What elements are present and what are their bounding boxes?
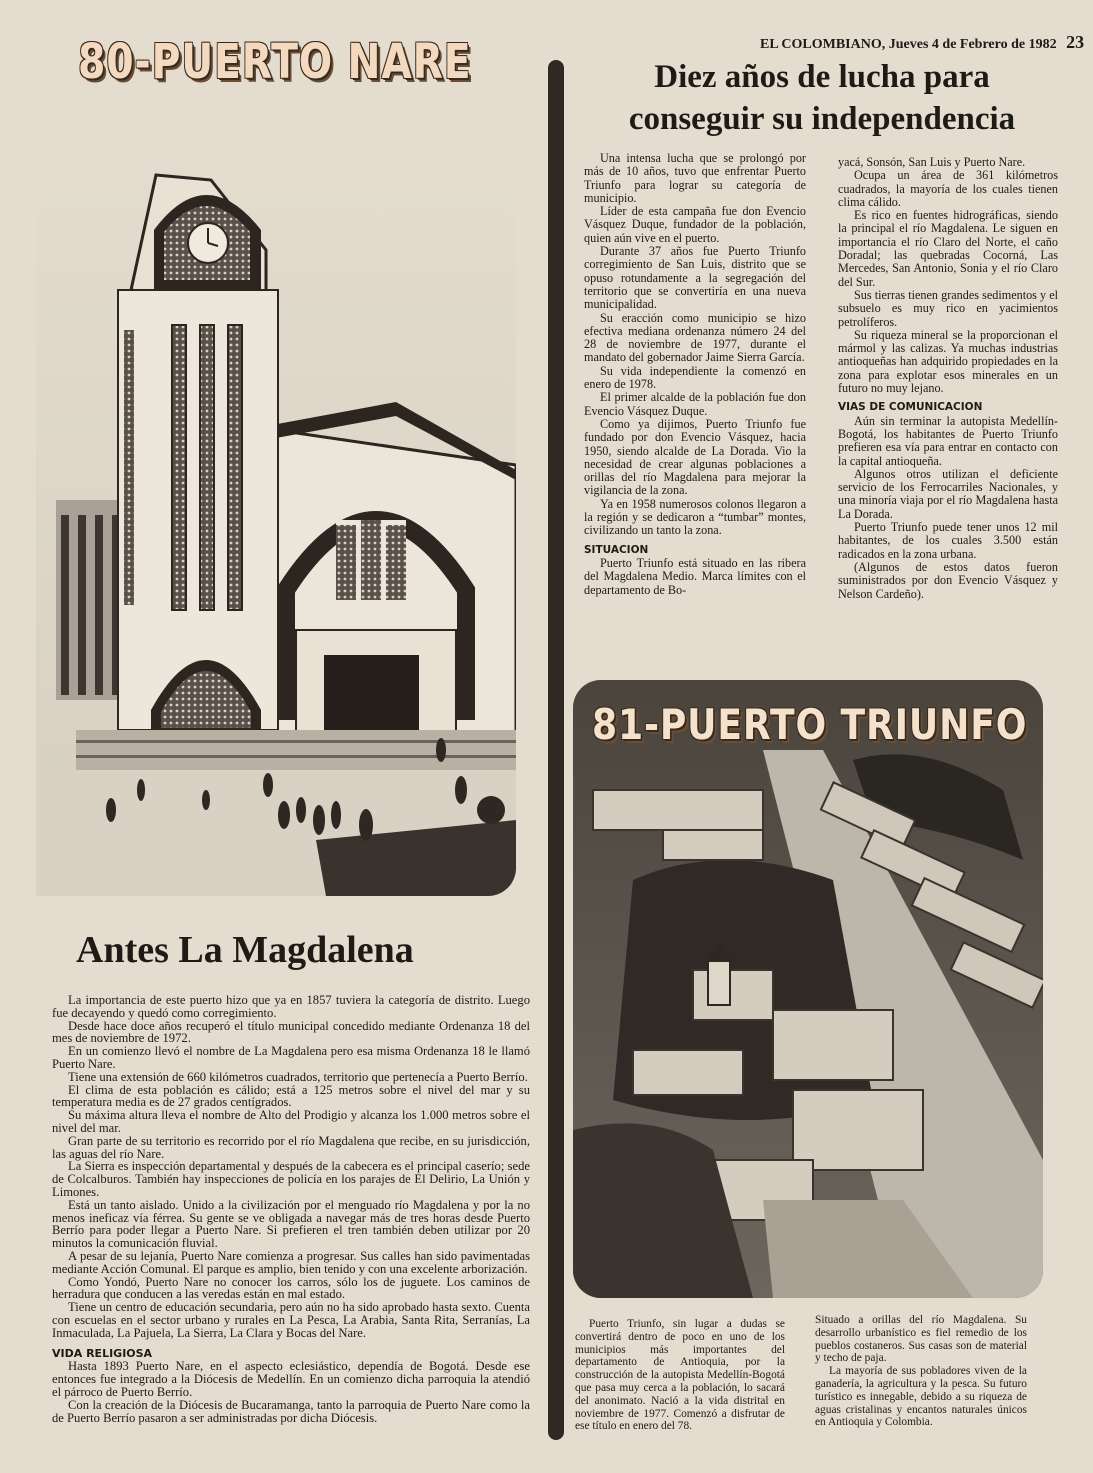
paragraph: Está un tanto aislado. Unido a la civilización por el menguado río Magdalena y por la no menos ineficaz vía férrea. Su gente se ve obligada a navegar más de tres horas desde Puerto Berrío para poder llegar a Puerto Nare. Si prefieren el tren también deben utilizar por 20 minutos la comunicación fluvial. [52, 1197, 530, 1251]
article-column-2 [838, 156, 1058, 601]
paragraph: Algunos otros utilizan el deficiente servicio de los Ferrocarriles Nacionales, y una minoría viaja por el río Magdalena hasta La Dorada. [838, 466, 1058, 521]
photo-caption-2 [815, 1314, 1027, 1429]
subheading-situacion: SITUACION [584, 543, 649, 556]
paragraph: Tiene una extensión de 660 kilómetros cuadrados, territorio que pertenecía a Puerto Berrío. [68, 1069, 528, 1084]
paragraph: Líder de esta campaña fue don Evencio Vásquez Duque, fundador de la población, quien aún vive en el puerto. [584, 204, 806, 245]
paragraph: (Algunos de estos datos fueron suministrados por don Evencio Vásquez y Nelson Cardeño). [838, 559, 1058, 601]
publication-line: EL COLOMBIANO, Jueves 4 de Febrero de 1982 [760, 37, 1057, 52]
paragraph: El clima de esta población es cálido; está a 125 metros sobre el nivel del mar y su temperatura media es de 27 grados centígrados. [52, 1082, 530, 1110]
caption-text: La mayoría de sus pobladores viven de la ganadería, la agricultura y la pesca. Su futuro turístico es innegable, debido a su riqueza de aguas cristalinas y encantos naturales únicos en Antioquia y Colombia. [815, 1365, 1027, 1429]
paragraph: Tiene un centro de educación secundaria, pero aún no ha sido aprobado hasta sexto. Cuenta con escuelas en el sector urbano y rurales en La Pesca, La Arabia, Santa Rita, Serranías, La Inmaculada, La Pajuela, La Sierra, La Clara y Bocas del Nare. [52, 1300, 530, 1340]
paragraph: Desde hace doce años recuperó el título municipal concedido mediante Ordenanza 18 del mes de noviembre de 1972. [52, 1018, 530, 1046]
article-headline-magdalena: Antes La Magdalena [76, 929, 414, 971]
section-title-80: 80-PUERTO NARE [78, 34, 472, 90]
paragraph: Gran parte de su territorio es recorrido por el río Magdalena que recibe, en su jurisdicción, las aguas del río Nare. [52, 1133, 530, 1161]
paragraph: Sus tierras tienen grandes sedimentos y el subsuelo es muy rico en yacimientos petrolíferos. [838, 287, 1058, 329]
paragraph: Como Yondó, Puerto Nare no conocer los carros, sólo los de juguete. Los caminos de herradura que conducen a las veredas están en mal estado. [52, 1274, 530, 1302]
article-column-1 [584, 152, 806, 597]
paragraph: Su eracción como municipio se hizo efectiva mediana ordenanza número 24 del 28 de noviembre de 1977, durante el mandato del gobernador Jaime Sierra García. [584, 310, 806, 365]
column-divider [548, 60, 564, 1440]
paragraph: Aún sin terminar la autopista Medellín-Bogotá, los habitantes de Puerto Triunfo prefieren esa vía para entrar en contacto con la capital antioqueña. [838, 413, 1058, 468]
headline-line-2: conseguir su independencia [628, 101, 1016, 137]
paragraph: Puerto Triunfo puede tener unos 12 mil habitantes, de los cuales 3.500 están radicados en la zona urbana. [838, 520, 1058, 561]
caption-text: Puerto Triunfo, sin lugar a dudas se convertirá dentro de poco en uno de los municipios más importantes del departamento de Antioquia, por la construcción de la autopista Medellín-Bogotá que pasa muy cerca a la población, lo sacará del anonimato. Nació a la vida distrital en noviembre de 1977. Comenzó a disfrutar de ese título en enero del 78. [575, 1318, 785, 1433]
paragraph: En un comienzo llevó el nombre de La Magdalena pero esa misma Ordenanza 18 le llamó Puerto Nare. [52, 1044, 530, 1071]
paragraph: Ocupa un área de 361 kilómetros cuadrados, la mayoría de los cuales tienen clima cálido. [838, 168, 1058, 209]
paragraph: A pesar de su lejanía, Puerto Nare comienza a progresar. Sus calles han sido pavimentadas mediante Acción Comunal. El parque es amplio, bien tenido y con una excelente arborización. [52, 1248, 530, 1276]
paragraph: Puerto Triunfo está situado en las ribera del Magdalena Medio. Marca límites con el departamento de Bo- [584, 555, 806, 597]
paragraph: Hasta 1893 Puerto Nare, en el aspecto eclesiástico, dependía de Bogotá. Desde ese entonces fue integrado a la Diócesis de Medellín. En un comienzo dicha parroquia la atendió el párroco de Puerto Berrío. [52, 1359, 530, 1399]
subheading-vida-religiosa: VIDA RELIGIOSA [52, 1346, 153, 1360]
paragraph: Una intensa lucha que se prolongó por más de 10 años, tuvo que enfrentar Puerto Triunfo para lograr su categoría de municipio. [584, 151, 806, 205]
paragraph: Su vida independiente la comenzó en enero de 1978. [584, 363, 806, 392]
page-number: 23 [1066, 32, 1085, 52]
paragraph: Ya en 1958 numerosos colonos llegaron a la región y se dedicaron a “tumbar” montes, civilizando un tanto la zona. [584, 496, 806, 538]
aerial-town-photo [573, 680, 1043, 1298]
headline-line-1: Diez años de lucha para [654, 59, 990, 95]
paragraph: yacá, Sonsón, San Luis y Puerto Nare. [838, 155, 1026, 169]
paragraph: Su máxima altura lleva el nombre de Alto del Prodigio y alcanza los 1.000 metros sobre el nivel del mar. [52, 1108, 530, 1135]
article-headline [582, 56, 1062, 140]
subheading-vias: VIAS DE COMUNICACION [838, 401, 983, 414]
paragraph: El primer alcalde de la población fue don Evencio Vásquez Duque. [584, 390, 806, 418]
photo-caption-1 [575, 1318, 785, 1433]
paragraph: Con la creación de la Diócesis de Bucaramanga, tanto la parroquia de Puerto Nare como la de Puerto Berrío pasaron a ser administradas por dicha Diócesis. [52, 1397, 530, 1425]
paragraph: Durante 37 años fue Puerto Triunfo corregimiento de San Luis, distrito que se opuso rotundamente a la segregación del territorio que se convertiría en una nueva municipalidad. [584, 244, 806, 312]
church-photo [36, 120, 516, 896]
paragraph: Es rico en fuentes hidrográficas, siendo la principal el río Magdalena. Le siguen en importancia el río Claro del Norte, el caño Doradal; las quebradas Cocorná, Las Mercedes, San Antonio, Sonia y el río Claro del Sur. [838, 208, 1058, 289]
article-body-magdalena [52, 994, 530, 1424]
paragraph: La importancia de este puerto hizo que ya en 1857 tuviera la categoría de distrito. Luego fue decayendo y quedó como corregimiento. [52, 993, 530, 1020]
paragraph: Como ya dijimos, Puerto Triunfo fue fundado por don Evencio Vásquez, hacia 1950, siendo alcalde de La Dorada. Vio la necesidad de crear algunas poblaciones a orillas del río Magdalena para mejorar la vigilancia de la zona. [584, 416, 806, 498]
caption-text: Situado a orillas del río Magdalena. Su desarrollo urbanístico es fiel remedio de los pueblos costaneros. Sus casas son de material y techo de paja. [815, 1314, 1027, 1365]
paragraph: La Sierra es inspección departamental y después de la cabecera es el principal caserío; sede de Colcalburos. También hay inspecciones de policía en los parajes de El Delirio, La Unión y Limones. [52, 1159, 530, 1199]
page-header [760, 32, 1084, 53]
section-title-81: 81-PUERTO TRIUNFO [592, 700, 1028, 749]
paragraph: Su riqueza mineral se la proporcionan el mármol y las calizas. Ya muchas industrias antioqueñas han adquirido propiedades en la zona para explotar esos minerales en un futuro no muy lejano. [838, 327, 1058, 396]
